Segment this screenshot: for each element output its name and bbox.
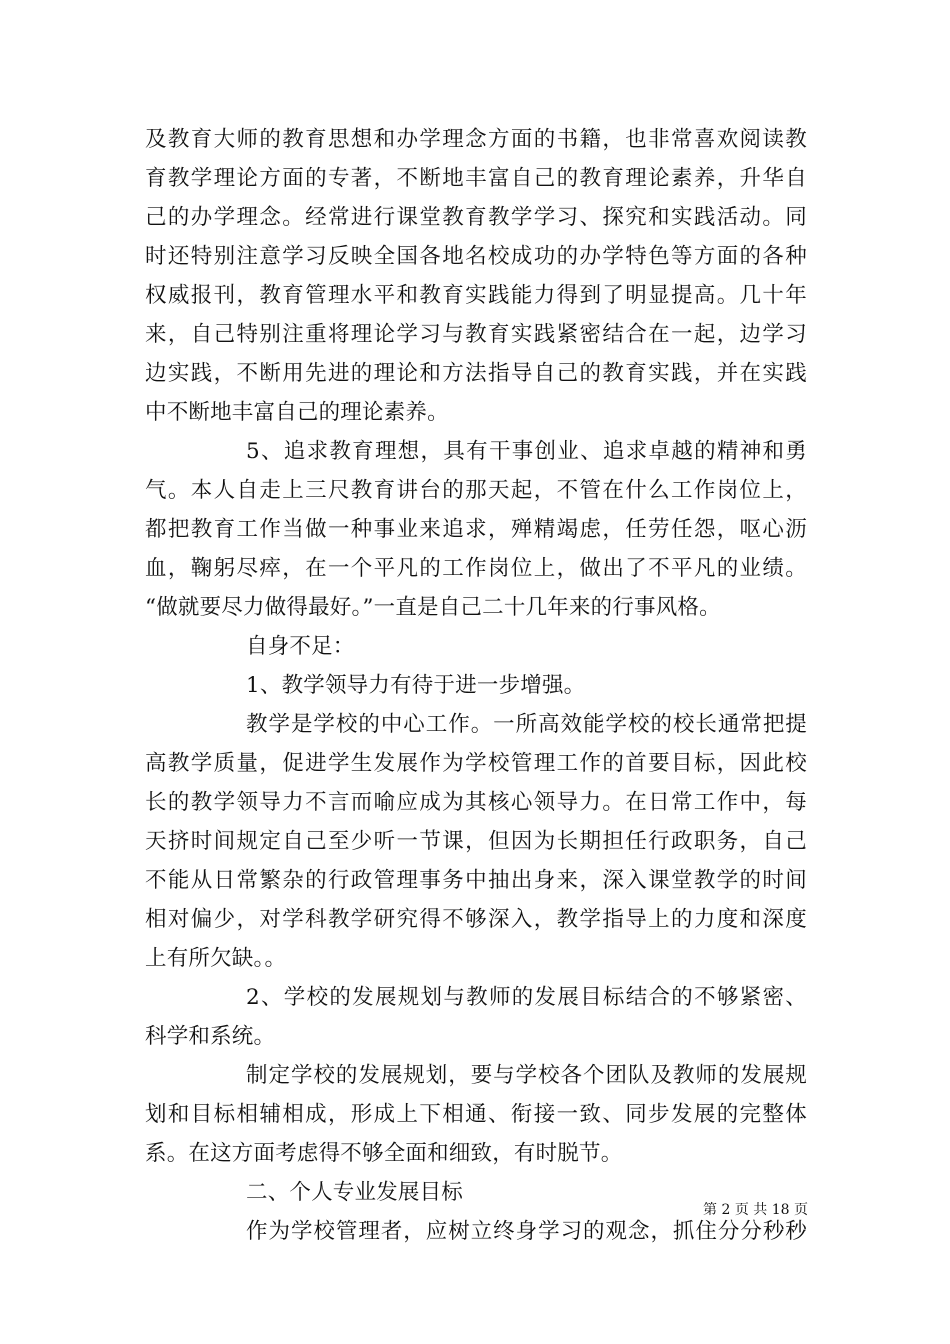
text-line: 权威报刊，教育管理水平和教育实践能力得到了明显提高。几十年 <box>145 283 807 308</box>
subheading: 1、教学领导力有待于进一步增强。 <box>246 673 586 698</box>
text-line: 时还特别注意学习反映全国各地名校成功的办学特色等方面的各种 <box>145 244 807 269</box>
text-line: 天挤时间规定自己至少听一节课，但因为长期担任行政职务，自己 <box>145 829 807 854</box>
text-line: 上有所欠缺。。 <box>145 946 287 971</box>
text-line: 气。本人自走上三尺教育讲台的那天起，不管在什么工作岗位上， <box>145 478 807 503</box>
paragraph-start-line: 制定学校的发展规划，要与学校各个团队及教师的发展规 <box>246 1063 807 1088</box>
section-heading: 自身不足： <box>246 634 355 659</box>
text-line: 边实践，不断用先进的理论和方法指导自己的教育实践，并在实践 <box>145 361 807 386</box>
text-line: 己的办学理念。经常进行课堂教育教学学习、探究和实践活动。同 <box>145 205 807 230</box>
section-heading: 二、个人专业发展目标 <box>246 1180 464 1205</box>
text-line: 相对偏少，对学科教学研究得不够深入，教学指导上的力度和深度 <box>145 907 807 932</box>
document-body <box>145 120 807 1251</box>
paragraph-start-line: 5、追求教育理想，具有干事创业、追求卓越的精神和勇 <box>246 439 807 464</box>
text-line: “做就要尽力做得最好。”一直是自己二十几年来的行事风格。 <box>145 595 721 620</box>
text-line: 科学和系统。 <box>145 1024 276 1049</box>
text-line: 育教学理论方面的专著，不断地丰富自己的教育理论素养，升华自 <box>145 166 807 191</box>
paragraph-start-line: 教学是学校的中心工作。一所高效能学校的校长通常把提 <box>246 712 807 737</box>
text-line: 系。在这方面考虑得不够全面和细致，有时脱节。 <box>145 1141 623 1166</box>
text-line: 不能从日常繁杂的行政管理事务中抽出身来，深入课堂教学的时间 <box>145 868 807 893</box>
text-line: 长的教学领导力不言而喻应成为其核心领导力。在日常工作中，每 <box>145 790 807 815</box>
text-line: 中不断地丰富自己的理论素养。 <box>145 400 449 425</box>
subheading: 2、学校的发展规划与教师的发展目标结合的不够紧密、 <box>246 985 807 1010</box>
text-line: 划和目标相辅相成，形成上下相通、衔接一致、同步发展的完整体 <box>145 1102 807 1127</box>
text-line: 都把教育工作当做一种事业来追求，殚精竭虑，任劳任怨，呕心沥 <box>145 517 807 542</box>
text-line: 高教学质量，促进学生发展作为学校管理工作的首要目标，因此校 <box>145 751 807 776</box>
paragraph-start-line: 作为学校管理者，应树立终身学习的观念，抓住分分秒秒 <box>246 1219 807 1244</box>
text-line: 及教育大师的教育思想和办学理念方面的书籍，也非常喜欢阅读教 <box>145 127 807 152</box>
text-line: 来，自己特别注重将理论学习与教育实践紧密结合在一起，边学习 <box>145 322 807 347</box>
text-line: 血，鞠躬尽瘁，在一个平凡的工作岗位上，做出了不平凡的业绩。 <box>145 556 807 581</box>
page-number: 第 2 页 共 18 页 <box>703 1202 808 1218</box>
